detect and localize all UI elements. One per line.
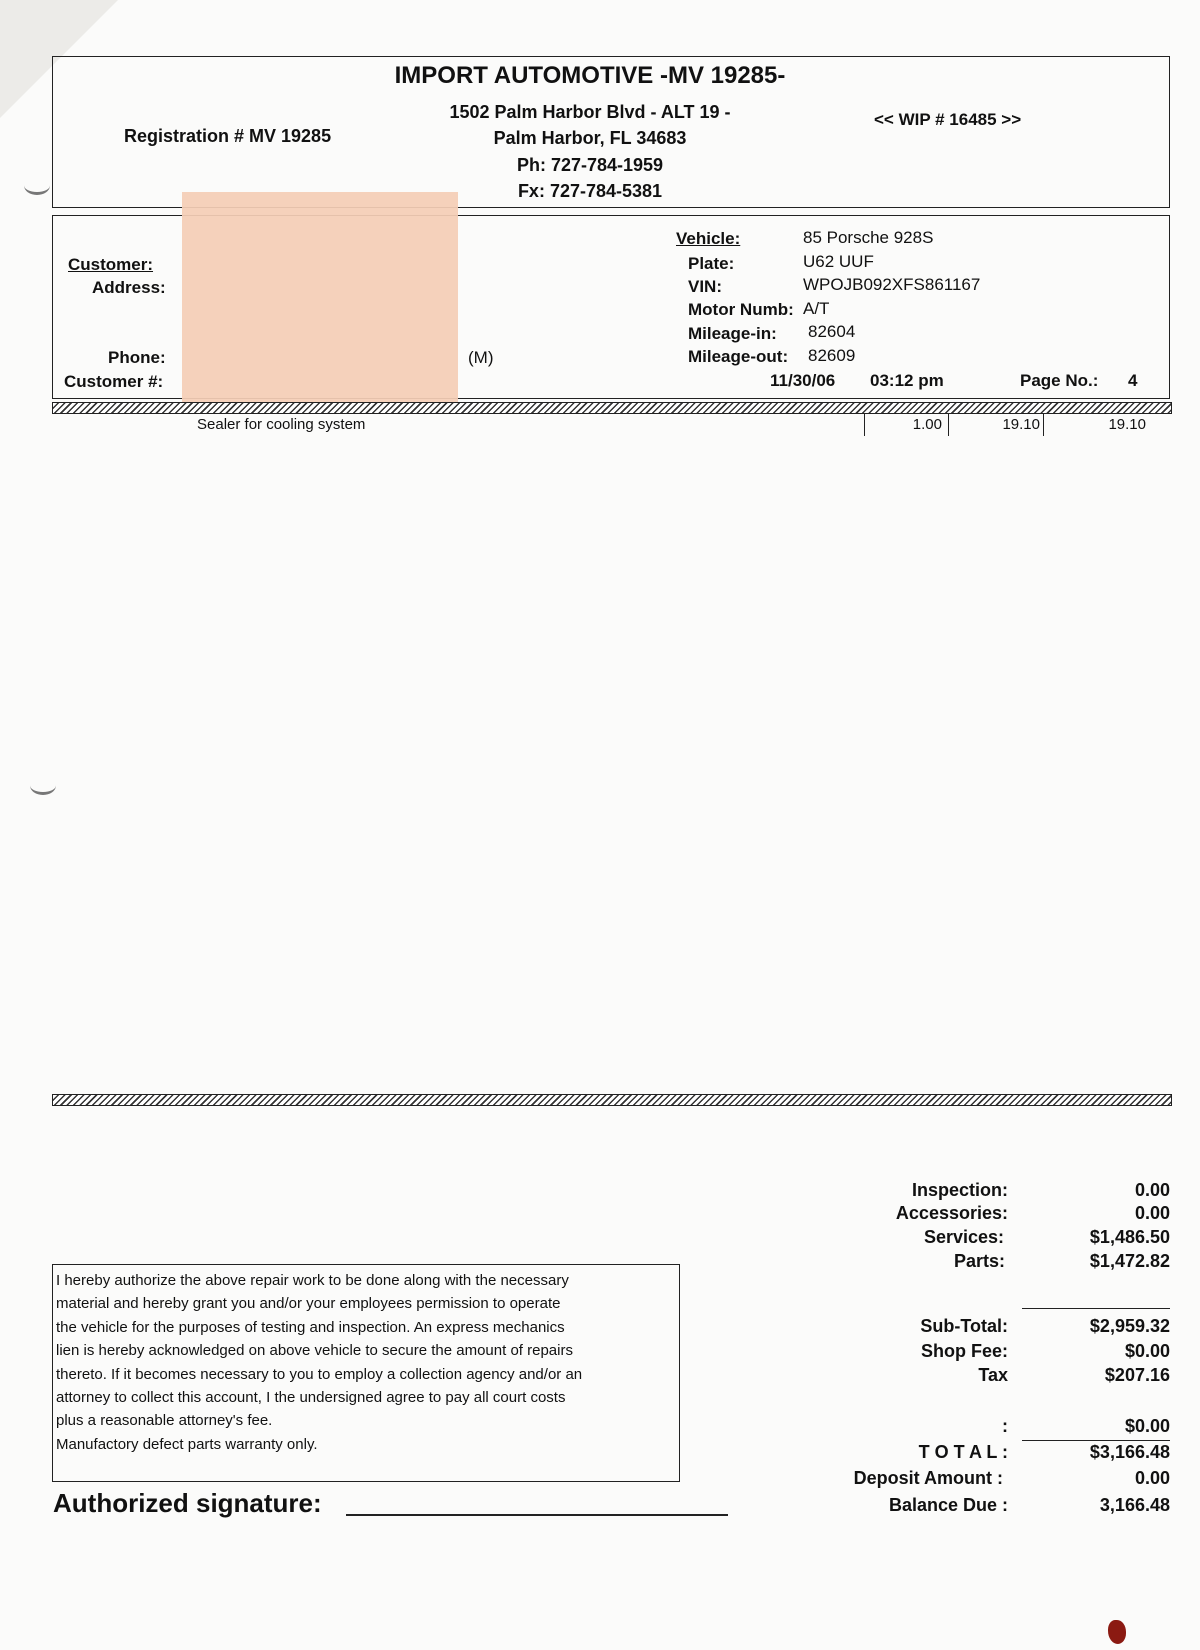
deposit-label: Deposit Amount : — [853, 1468, 1003, 1488]
mileage-out-value: 82609 — [808, 346, 856, 365]
red-mark — [1108, 1620, 1126, 1644]
blank-fee-amount: $0.00 — [1124, 1416, 1170, 1436]
vin-label: VIN: — [688, 277, 722, 296]
motor-label: Motor Numb: — [688, 300, 794, 319]
authorization-line: Manufactory defect parts warranty only. — [56, 1435, 318, 1453]
line-item-price: 19.10 — [1002, 416, 1040, 433]
tax-amount: $207.16 — [1104, 1365, 1170, 1385]
authorized-signature-label: Authorized signature: — [53, 1488, 322, 1518]
page-number-label: Page No.: — [1020, 371, 1099, 390]
column-divider — [948, 414, 949, 436]
total-label: T O T A L : — [918, 1442, 1008, 1462]
plate-value: U62 UUF — [803, 252, 874, 271]
plate-label: Plate: — [688, 254, 735, 273]
inspection-label: Inspection: — [911, 1180, 1008, 1200]
column-divider — [1043, 414, 1044, 436]
authorization-line: plus a reasonable attorney's fee. — [56, 1412, 273, 1430]
tax-label: Tax — [978, 1365, 1008, 1385]
hatched-divider-top — [52, 402, 1172, 414]
balance-due-label: Balance Due : — [888, 1495, 1008, 1515]
shop-name: IMPORT AUTOMOTIVE -MV 19285- — [394, 62, 786, 89]
accessories-label: Accessories: — [895, 1203, 1008, 1223]
parts-amount: $1,472.82 — [1089, 1251, 1170, 1271]
vin-value: WPOJB092XFS861167 — [803, 275, 981, 294]
services-label: Services: — [923, 1227, 1004, 1247]
mileage-in-label: Mileage-in: — [688, 324, 777, 343]
total-amount: $3,166.48 — [1089, 1442, 1170, 1462]
accessories-amount: 0.00 — [1134, 1203, 1170, 1223]
line-item-description: Sealer for cooling system — [197, 416, 366, 433]
phone-label: Phone: — [108, 348, 166, 367]
total-rule — [1022, 1440, 1170, 1441]
shop-fax: Fx: 727-784-5381 — [517, 181, 663, 201]
services-amount: $1,486.50 — [1089, 1227, 1170, 1247]
authorization-line: lien is hereby acknowledged on above vehicle to secure the amount of repairs — [56, 1342, 573, 1360]
column-divider — [864, 414, 865, 436]
shop-address-line1: 1502 Palm Harbor Blvd - ALT 19 - — [449, 102, 731, 122]
punch-hole-top — [24, 176, 50, 195]
invoice-time: 03:12 pm — [870, 371, 944, 390]
subtotal-label: Sub-Total: — [920, 1316, 1008, 1336]
redaction-block — [182, 192, 458, 404]
authorization-line: the vehicle for the purposes of testing and inspection. An express mechanics — [56, 1318, 565, 1336]
punch-hole-middle — [30, 776, 56, 795]
authorization-line: I hereby authorize the above repair work to be done along with the necessary — [56, 1272, 569, 1289]
vehicle-value: 85 Porsche 928S — [803, 228, 934, 247]
customer-number-label: Customer #: — [64, 372, 164, 391]
page-number-value: 4 — [1128, 371, 1138, 390]
shop-fee-label: Shop Fee: — [920, 1341, 1008, 1361]
vehicle-label: Vehicle: — [676, 229, 741, 248]
signature-line — [346, 1514, 728, 1516]
customer-label: Customer: — [68, 255, 154, 274]
authorization-line: attorney to collect this account, I the undersigned agree to pay all court costs — [56, 1389, 566, 1407]
invoice-date: 11/30/06 — [770, 371, 836, 390]
deposit-amount: 0.00 — [1134, 1468, 1170, 1488]
authorization-text-box — [52, 1264, 680, 1482]
shop-fee-amount: $0.00 — [1124, 1341, 1170, 1361]
line-item-total: 19.10 — [1108, 416, 1146, 433]
shop-address-line2: Palm Harbor, FL 34683 — [493, 128, 687, 148]
blank-fee-label: : — [1002, 1416, 1008, 1436]
parts-label: Parts: — [953, 1251, 1005, 1271]
phone-type: (M) — [468, 348, 494, 367]
registration-number: Registration # MV 19285 — [124, 126, 332, 146]
subtotal-amount: $2,959.32 — [1089, 1316, 1170, 1336]
address-label: Address: — [92, 278, 166, 297]
motor-value: A/T — [803, 299, 830, 318]
wip-number: << WIP # 16485 >> — [874, 110, 1022, 129]
hatched-divider-bottom — [52, 1094, 1172, 1106]
inspection-amount: 0.00 — [1134, 1180, 1170, 1200]
mileage-in-value: 82604 — [808, 322, 856, 341]
line-item-qty: 1.00 — [912, 416, 942, 433]
authorization-line: thereto. If it becomes necessary to you to employ a collection agency and/or an — [56, 1365, 583, 1383]
mileage-out-label: Mileage-out: — [688, 347, 789, 366]
authorization-line: material and hereby grant you and/or your employees permission to operate — [56, 1295, 561, 1313]
subtotal-rule — [1022, 1308, 1170, 1309]
shop-phone: Ph: 727-784-1959 — [516, 155, 664, 175]
balance-due-amount: 3,166.48 — [1099, 1495, 1170, 1515]
